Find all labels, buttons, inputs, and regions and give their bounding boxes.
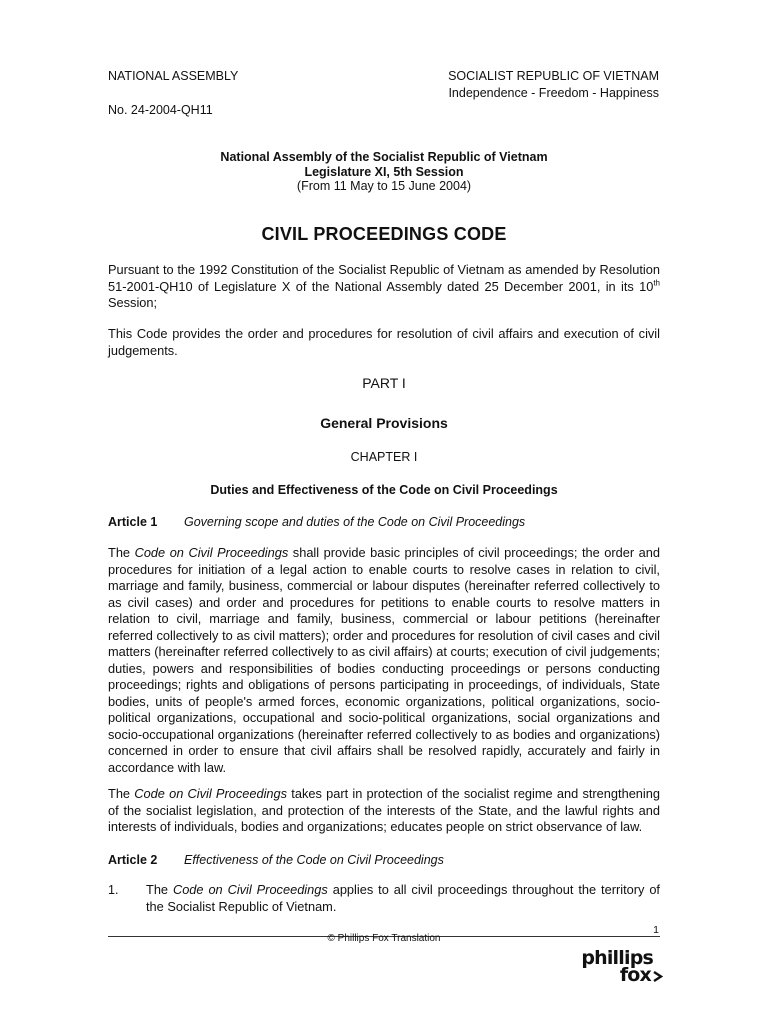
dates-line: (From 11 May to 15 June 2004) (296, 179, 472, 193)
article-2-item-1-text (146, 882, 660, 915)
phillips-fox-logo (583, 949, 663, 987)
preamble-text-a: Pursuant to the 1992 Constitution of the Socialist Republic of Vietnam as amended by Resolution 51-2001-QH10 of Legislature X of the National Assembly dated 25 December 2001, in its 10 (108, 262, 660, 294)
preamble-superscript: th (653, 278, 660, 288)
chapter-label: CHAPTER I (350, 450, 418, 464)
article-1-p2-post: takes part in protection of the socialist regime and strengthening of the socialist legislation, and protection of the interests of the State, and the lawful rights and interests of individuals, bodies and organizations; educates people on strict observance of law. (108, 786, 661, 834)
article-2-item-1-pre: The (146, 882, 173, 897)
part-label: PART I (362, 375, 406, 391)
article-2-item-1-number: 1. (108, 883, 119, 897)
logo-word-fox: fox (619, 964, 651, 986)
article-1-paragraph-1 (108, 545, 660, 776)
preamble-paragraph-1 (108, 262, 660, 312)
chapter-title: Duties and Effectiveness of the Code on Civil Proceedings (210, 483, 558, 497)
preamble-paragraph-2: This Code provides the order and procedures for resolution of civil affairs and execution of civil judgements. (108, 326, 660, 358)
article-1-paragraph-2 (108, 786, 660, 836)
article-2-title: Effectiveness of the Code on Civil Proceedings (184, 853, 444, 867)
article-1-p1-pre: The (108, 545, 135, 560)
footer-copyright: © Phillips Fox Translation (327, 933, 441, 944)
article-1-title: Governing scope and duties of the Code on Civil Proceedings (184, 515, 526, 529)
header-left-org: NATIONAL ASSEMBLY (108, 69, 239, 83)
document-number: No. 24-2004-QH11 (108, 103, 213, 117)
part-title: General Provisions (320, 415, 448, 431)
article-1-label: Article 1 (108, 515, 158, 529)
page-number: 1 (653, 924, 659, 936)
article-1-p1-code-name: Code on Civil Proceedings (134, 545, 289, 560)
logo-chevron-icon (652, 971, 663, 982)
logo-word-phillips: phillips (581, 947, 653, 969)
article-1-p2-pre: The (108, 786, 135, 801)
article-2-item-1-post: applies to all civil proceedings throughout the territory of the Socialist Republic of Vietnam. (146, 882, 660, 914)
article-1-p1-post: shall provide basic principles of civil proceedings; the order and procedures for initiation of a legal action to enable courts to resolve cases in relation to civil, marriage and family, business, commercial or labour disputes (hereinafter referred collectively to as civil cases) and order and procedures for petitions to enable courts to resolve matters in relation to civil, marriage and family, business, commercial or labour petitions (hereinafter referred collectively to as civil matters); order and procedures for resolution of civil cases and civil matters (hereinafter referred collectively to as civil affairs) at courts; execution of civil judgements; duties, powers and responsibilities of bodies conducting proceedings or persons conducting proceedings; rights and obligations of persons participating in proceedings, of individuals, State bodies, units of people's armed forces, economic organizations, political organizations, socio-political organizations, occupational and socio-political organizations, social organizations and socio-occupational organizations (hereinafter referred collectively to as bodies and organizations) concerned in order to ensure that civil affairs shall be resolved rapidly, accurately and fairly in accordance with law. (108, 545, 660, 775)
article-1-p2-code-name: Code on Civil Proceedings (134, 786, 288, 801)
article-2-item-1-code-name: Code on Civil Proceedings (172, 882, 328, 897)
preamble-text-b: Session; (108, 295, 158, 310)
document-title: CIVIL PROCEEDINGS CODE (261, 224, 507, 244)
header-motto: Independence - Freedom - Happiness (448, 86, 659, 100)
session-line: Legislature XI, 5th Session (304, 165, 464, 179)
header-right-org: SOCIALIST REPUBLIC OF VIETNAM (448, 69, 659, 83)
article-2-label: Article 2 (108, 853, 158, 867)
assembly-line: National Assembly of the Socialist Republic of Vietnam (220, 150, 548, 164)
